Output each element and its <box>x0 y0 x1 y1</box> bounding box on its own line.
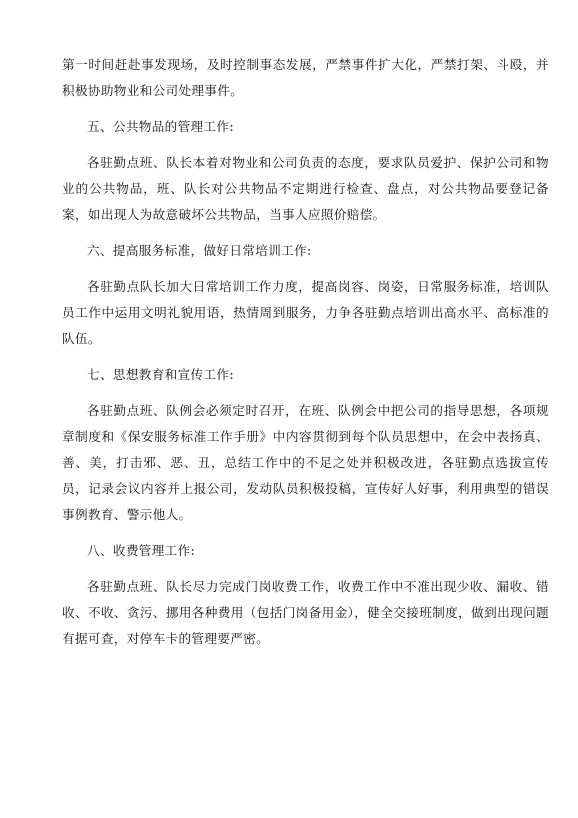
section-heading-7: 七、思想教育和宣传工作: <box>87 367 234 382</box>
paragraph-continuation: 第一时间赶赴事发现场，及时控制事态发展，严禁事件扩大化，严禁打架、斗殴，并积极协助物业和公司处理事件。 <box>62 57 549 98</box>
document-page <box>62 52 549 662</box>
section-heading-5: 五、公共物品的管理工作: <box>87 119 234 134</box>
paragraph-section-8: 各驻勤点班、队长尽力完成门岗收费工作，收费工作中不准出现少收、漏收、错收、不收、贪污、挪用各种费用（包括门岗备用金），健全交接班制度，做到出现问题有据可查，对停车卡的管理要严密。 <box>62 579 549 646</box>
paragraph-section-6: 各驻勤点队长加大日常培训工作力度，提高岗容、岗姿，日常服务标准，培训队员工作中运用文明礼貌用语，热情周到服务，力争各驻勤点培训出高水平、高标准的队伍。 <box>62 279 549 346</box>
paragraph-section-5: 各驻勤点班、队长本着对物业和公司负责的态度，要求队员爱护、保护公司和物业的公共物品，班、队长对公共物品不定期进行检查、盘点，对公共物品要登记备案，如出现人为故意破坏公共物品，当事人应照价赔偿。 <box>62 155 549 222</box>
paragraph-section-7: 各驻勤点班、队例会必须定时召开，在班、队例会中把公司的指导思想，各项规章制度和《保安服务标准工作手册》中内容贯彻到每个队员思想中，在会中表扬真、善、美，打击邪、恶、丑，总结工作中的不足之处并积极改进，各驻勤点选拔宣传员，记录会议内容并上报公司，发动队员积极投稿，宣传好人好事，利用典型的错误事例教育、警示他人。 <box>62 403 549 522</box>
section-heading-6: 六、提高服务标准，做好日常培训工作: <box>87 243 312 258</box>
section-heading-8: 八、收费管理工作: <box>87 543 196 558</box>
